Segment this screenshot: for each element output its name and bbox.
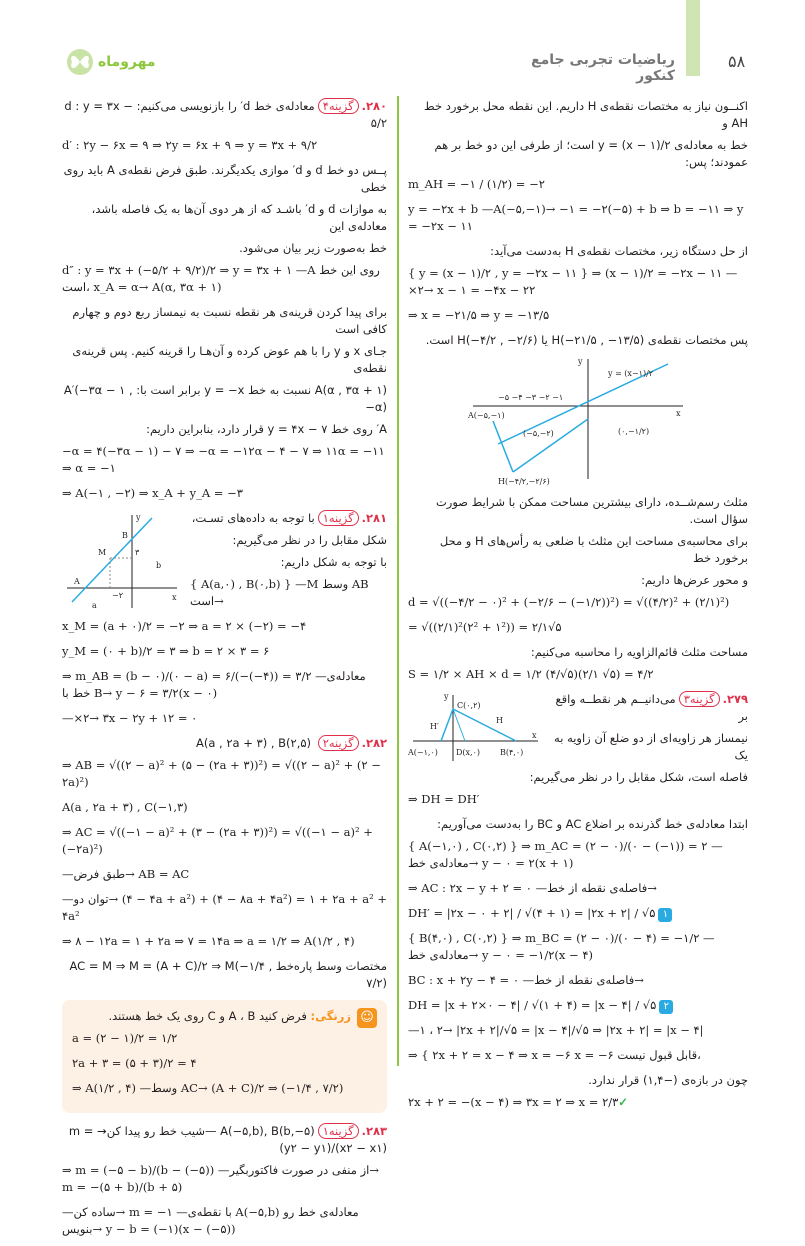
right-column-line bbox=[408, 1022, 748, 1039]
a-label: a bbox=[92, 601, 97, 610]
answer-option-badge: گزینه۱ bbox=[318, 1123, 359, 1139]
figure-point-h bbox=[468, 354, 688, 486]
tip-text: فرض کنید A ، B و C روی یک خط هستند. bbox=[108, 1009, 307, 1023]
line-text: ⇒ m_AB = (b − ۰)/(۰ − a) = ۶/(−(−۴)) = ۳/۲ —معادله‌ی خط با B→ y − ۶ = ۳/۲(x − ۰) bbox=[62, 669, 366, 700]
line-text: = √((۲/۱)²(۲² + ۱²)) = ۲/۱√۵ bbox=[408, 620, 562, 634]
left-column-line bbox=[62, 710, 387, 727]
line-text: BC : x + ۲y − ۴ = ۰ —فاصله‌ی نقطه از خط→ bbox=[408, 973, 644, 987]
right-column-line bbox=[408, 666, 748, 683]
line-text: { A(−۱,۰) , C(۰,۲) } ⇒ m_AC = (۲ − ۰)/(۰ − (−۱)) = ۲ —معادله‌ی خط→ y − ۰ = ۲(x + ۱) bbox=[408, 839, 723, 870]
figure-279 bbox=[408, 691, 543, 765]
question-number: ۲۸۳. bbox=[361, 1124, 387, 1138]
left-column-line bbox=[62, 735, 387, 752]
line-text: A′ روی خط y = ۴x − ۷ قرار دارد، بنابراین داریم: bbox=[146, 422, 387, 436]
right-column-line bbox=[408, 930, 748, 964]
left-column-line bbox=[62, 443, 387, 477]
left-column-line bbox=[62, 485, 387, 502]
point-m-label: M bbox=[98, 548, 107, 557]
tip-result: ⇒ A(۱/۲ , ۴) —وسط AC→ (A + C)/۲ ⇒ (−۱/۴ , ۷/۲) bbox=[72, 1081, 344, 1095]
line-text: DH′ = |۲x − ۰ + ۲| / √(۴ + ۱) = |۲x + ۲| / √۵ bbox=[408, 906, 656, 920]
line-text: A(−۵,b), B(b,−۵) —شیب خط رو پیدا کن→ m = (y۲ − y۱)/(x۲ − x۱) bbox=[68, 1124, 387, 1155]
tip-heading bbox=[72, 1008, 377, 1025]
line-text: —۱ ، ۲→ |۲x + ۲|/√۵ = |x − ۴|/√۵ ⇒ |۲x + ۲| = |x − ۴| bbox=[408, 1023, 704, 1037]
right-column-line bbox=[408, 769, 748, 786]
line-text: فاصله است، شکل مقابل را در نظر می‌گیریم: bbox=[529, 770, 748, 784]
point-h-label: H bbox=[496, 716, 503, 725]
right-column-line bbox=[408, 838, 748, 872]
answer-option-badge: گزینه۱ bbox=[318, 510, 359, 526]
right-column-line bbox=[408, 619, 748, 636]
left-column-line bbox=[62, 137, 387, 154]
line-text: ⇒ x = −۲۱/۵ ⇒ y = −۱۳/۵ bbox=[408, 308, 550, 322]
left-column-line bbox=[62, 304, 387, 338]
line-text: خط به‌صورت زیر بیان می‌شود. bbox=[239, 241, 387, 255]
right-column-line bbox=[408, 905, 748, 922]
left-column-line bbox=[62, 799, 387, 816]
line-text: DH = |x + ۲×۰ − ۴| / √(۱ + ۴) = |x − ۴| / √۵ bbox=[408, 998, 657, 1012]
line-ab bbox=[72, 518, 152, 602]
y-label: y bbox=[578, 357, 583, 366]
right-column-line bbox=[408, 572, 748, 589]
line-text: A(α , ۳α + ۱) نسبت به خط y = −x برابر است با: A′(−۳α − ۱ , −α) bbox=[63, 383, 387, 414]
right-column-line bbox=[408, 494, 748, 528]
line-text: A(a , ۲a + ۳) , B(۲,۵) bbox=[196, 736, 315, 750]
line-text: y = −۲x + b —A(−۵,−۱)→ −۱ = −۲(−۵) + b ⇒ b = −۱۱ ⇒ y = −۲x − ۱۱ bbox=[408, 202, 744, 233]
point-a-label: A(−۱,۰) bbox=[408, 748, 438, 757]
left-column-line bbox=[62, 668, 387, 702]
line-text: −α = ۴(−۳α − ۱) − ۷ ⇒ −α = −۱۲α − ۴ − ۷ ⇒ ۱۱α = −۱۱ ⇒ α = −۱ bbox=[62, 444, 385, 475]
line-text: می‌دانیــم هر نقطــه واقع بر bbox=[555, 692, 748, 723]
left-column-line bbox=[62, 201, 387, 235]
line-text: ⇒ m = (−۵ − b)/(b − (−۵)) —از منفی در صورت فاکتوربگیر→ m = −(۵ + b)/(b + ۵) bbox=[62, 1163, 379, 1194]
butterfly-logo-icon bbox=[66, 48, 94, 76]
point-label-2: (۰,−۱/۲) bbox=[618, 427, 650, 436]
left-column-line bbox=[62, 162, 387, 196]
logo-text: مهروماه bbox=[98, 54, 156, 70]
line-text: —ساده کن→ m = −۱ —با نقطه‌ی A(−۵,b) معادله‌ی خط رو بنویس→ y − b = (−۱)(x − (−۵)) bbox=[62, 1205, 359, 1236]
minus-two-label: −۲ bbox=[112, 591, 123, 600]
line-text: —توان دو→ (۴ − ۴a + a²) + (۴ − ۸a + ۴a²) = ۱ + ۲a + a² + ۴a² bbox=[62, 892, 387, 923]
line-text: —×۲→ ۳x − ۲y + ۱۲ = ۰ bbox=[62, 711, 198, 725]
line-text: از حل دستگاه زیر، مختصات نقطه‌ی H به‌دست می‌آید: bbox=[490, 244, 748, 258]
right-column-line bbox=[408, 997, 748, 1014]
left-column-line bbox=[62, 891, 387, 925]
right-column-line bbox=[408, 533, 748, 567]
point-a-label: A bbox=[74, 577, 80, 586]
smiley-icon: ☺ bbox=[357, 1008, 377, 1028]
right-column-line bbox=[408, 307, 748, 324]
book-title: ریاضیات تجربی جامع کنکور bbox=[531, 52, 675, 84]
right-column-line bbox=[408, 972, 748, 989]
right-column-line bbox=[408, 98, 748, 132]
line-text: ۲x + ۲ = −(x − ۴) ⇒ ۳x = ۲ ⇒ x = ۲/۳ bbox=[408, 1095, 619, 1109]
left-column-line bbox=[62, 1162, 387, 1196]
answer-option-badge: گزینه۳ bbox=[679, 691, 720, 707]
point-b-label: B(۴,۰) bbox=[500, 748, 524, 757]
left-column-line bbox=[62, 1123, 387, 1157]
left-column bbox=[62, 98, 387, 1246]
point-c-label: C(۰,۲) bbox=[457, 701, 481, 710]
line-text: ⇒ A(−۱ , −۲) ⇒ x_A + y_A = −۳ bbox=[62, 486, 243, 500]
left-column-line bbox=[62, 757, 387, 791]
line-text: —طبق فرض→ AB = AC bbox=[62, 867, 190, 881]
line-text: S = ۱/۲ × AH × d = ۱/۲ (۴/√۵)(۲/۱ √۵) = ۴/۲ bbox=[408, 667, 654, 681]
line-text: جـای x و y را با هم عوض کرده و آن‌هـا را قرینه کنیم. پس قرینه‌ی نقطه‌ی bbox=[72, 344, 387, 375]
question-number: ۲۸۱. bbox=[361, 511, 387, 525]
left-column-line bbox=[62, 618, 387, 635]
left-column-line bbox=[62, 262, 387, 296]
line-text: اکنــون نیاز به مختصات نقطه‌ی H داریم. این نقطه محل برخورد خط AH و bbox=[424, 99, 748, 130]
right-column-line bbox=[408, 816, 748, 833]
line-text: A(a , ۲a + ۳) , C(−۱,۳) bbox=[62, 800, 188, 814]
point-label-1: (−۵,−۲) bbox=[523, 429, 554, 438]
three-label: ۳ bbox=[135, 548, 140, 557]
line-text: برای محاسبه‌ی مساحت این مثلث با ضلعی به رأس‌های H و محل برخورد خط bbox=[439, 534, 748, 565]
left-column-line bbox=[62, 421, 387, 438]
question-number: ۲۸۰. bbox=[361, 99, 387, 113]
right-column-line bbox=[408, 243, 748, 260]
line-text: برای پیدا کردن قرینه‌ی هر نقطه نسبت به نیمساز ربع دوم و چهارم کافی است bbox=[72, 305, 387, 336]
right-column-line bbox=[408, 1072, 748, 1089]
tip-title: زرنگی: bbox=[310, 1009, 351, 1023]
line-text: مختصات وسط پاره‌خط AC = M ⇒ M = (A + C)/۲ ⇒ M(−۱/۴ , ۷/۲) bbox=[69, 959, 387, 990]
point-d-label: D(x,۰) bbox=[456, 748, 481, 757]
point-h-prime-label: H′ bbox=[430, 722, 439, 731]
left-column-line bbox=[62, 240, 387, 257]
line-text: معادله‌ی خط d′ را بازنویسی می‌کنیم: d : y = ۳x − ۵/۲ bbox=[64, 99, 387, 130]
line-text: و محور عرض‌ها داریم: bbox=[641, 573, 748, 587]
answer-option-badge: گزینه۴ bbox=[318, 98, 359, 114]
left-column-line bbox=[62, 866, 387, 883]
line-text: { y = (x − ۱)/۲ , y = −۲x − ۱۱ } ⇒ (x − ۱)/۲ = −۲x − ۱۱ —×۲→ x − ۱ = −۴x − ۲۲ bbox=[408, 266, 738, 297]
line-text: { A(a,۰) , B(۰,b) } —M وسط AB است→ bbox=[190, 577, 369, 608]
line-text: ⇒ AC = √((−۱ − a)² + (۳ − (۲a + ۳))²) = √((−۱ − a)² + (−۲a)²) bbox=[62, 825, 373, 856]
line-text: d′ : ۲y − ۶x = ۹ ⇒ ۲y = ۶x + ۹ ⇒ y = ۳x + ۹/۲ bbox=[62, 138, 318, 152]
column-divider bbox=[397, 96, 399, 1066]
line-label: y = (x−۱)/۲ bbox=[608, 369, 654, 378]
equation-number-badge: ۲ bbox=[659, 1000, 673, 1014]
tip-box bbox=[62, 1000, 387, 1113]
right-column-line bbox=[408, 332, 748, 349]
figure-281 bbox=[62, 510, 182, 610]
publisher-logo bbox=[66, 48, 156, 76]
left-column-line bbox=[62, 643, 387, 660]
y-label: y bbox=[136, 513, 141, 522]
point-b-label: B bbox=[122, 531, 128, 540]
x-label: x bbox=[532, 731, 537, 740]
line-text: ⇒ ۸ − ۱۲a = ۱ + ۲a ⇒ ۷ = ۱۴a ⇒ a = ۱/۲ ⇒ A(۱/۲ , ۴) bbox=[62, 934, 355, 948]
answer-option-badge: گزینه۲ bbox=[318, 735, 359, 751]
question-number: ۲۷۹. bbox=[722, 692, 748, 706]
right-column-line bbox=[408, 1047, 748, 1064]
page-number: ۵۸ bbox=[728, 52, 746, 71]
right-column-line bbox=[408, 594, 748, 611]
line-text: نیمساز هر زاویه‌ای از دو ضلع آن زاویه به یک bbox=[554, 731, 748, 762]
b-label: b bbox=[156, 561, 162, 570]
line-text: مساحت مثلث قائم‌الزاویه را محاسبه می‌کنیم: bbox=[530, 645, 748, 659]
line-text: ⇒ DH = DH′ bbox=[408, 792, 480, 806]
tip-eq-2: ۲a + ۳ = (۵ + ۳)/۲ = ۴ bbox=[72, 1056, 197, 1070]
left-column-line bbox=[62, 343, 387, 377]
right-column-line bbox=[408, 201, 748, 235]
triangle-abc bbox=[441, 709, 516, 741]
right-column bbox=[408, 98, 748, 1119]
right-column-line bbox=[408, 1094, 748, 1111]
x-label: x bbox=[676, 409, 681, 418]
line-text: مثلث رسم‌شــده، دارای بیشترین مساحت ممکن با شرایط صورت سؤال است. bbox=[435, 495, 748, 526]
left-column-line bbox=[62, 933, 387, 950]
line-text: پس مختصات نقطه‌ی H(−۲۱/۵ , −۱۳/۵) یا H(−۴/۲ , −۲/۶) است. bbox=[425, 333, 748, 347]
line-text: به موازات d و d′ باشـد که از هر دوی آن‌ها به یک فاصله باشد، معادله‌ی این bbox=[91, 202, 387, 233]
equation-number-badge: ۱ bbox=[658, 908, 672, 922]
x-label: x bbox=[172, 593, 177, 602]
left-column-line bbox=[62, 824, 387, 858]
y-label: y bbox=[444, 692, 449, 701]
line-text: ⇒ { ۲x + ۲ = x − ۴ ⇒ x = −۶ x = −۶ قابل قبول نیست، bbox=[408, 1048, 701, 1062]
checkmark-icon: ✓ bbox=[618, 1095, 628, 1109]
line-text: d = √((−۴/۲ − ۰)² + (−۲/۶ − (−۱/۲))²) = √((۴/۲)² + (۲/۱)²) bbox=[408, 595, 730, 609]
line-text: شکل مقابل را در نظر می‌گیریم: bbox=[232, 533, 387, 547]
segment-ah bbox=[493, 421, 513, 472]
right-column-line bbox=[408, 265, 748, 299]
left-column-line bbox=[62, 382, 387, 416]
right-column-line bbox=[408, 137, 748, 171]
header-accent-band bbox=[686, 0, 700, 76]
point-a-label: A(−۵,−۱) bbox=[468, 411, 505, 420]
left-column-line bbox=[62, 98, 387, 132]
line-text: x_M = (a + ۰)/۲ = −۲ ⇒ a = ۲ × (−۲) = −۴ bbox=[62, 619, 307, 633]
line-text: با توجه به داده‌های تسـت، bbox=[191, 511, 315, 525]
line-text: چون در بازه‌ی (−۱,۴) قرار ندارد. bbox=[588, 1073, 748, 1087]
segment-h-axis bbox=[513, 419, 588, 472]
line-text: ابتدا معادله‌ی خط گذرنده بر اضلاع AC و BC را به‌دست می‌آوریم: bbox=[437, 817, 748, 831]
point-h-label: H(−۴/۲,−۲/۶) bbox=[498, 477, 550, 486]
line-text: { B(۴,۰) , C(۰,۲) } ⇒ m_BC = (۲ − ۰)/(۰ − ۴) = −۱/۲ —معادله‌ی خط→ y − ۰ = −۱/۲(x − ۴) bbox=[408, 931, 715, 962]
left-column-line bbox=[62, 1204, 387, 1238]
line-text: ⇒ AB = √((۲ − a)² + (۵ − (۲a + ۳))²) = √((۲ − a)² + (۲ − ۲a)²) bbox=[62, 758, 381, 789]
line-text: d″ : y = ۳x + (−۵/۲ + ۹/۲)/۲ ⇒ y = ۳x + ۱ —A روی این خط است، x_A = α→ A(α, ۳α + ۱) bbox=[62, 263, 380, 294]
line-text: ⇒ AC : ۲x − y + ۲ = ۰ —فاصله‌ی نقطه از خط→ bbox=[408, 881, 657, 895]
right-column-line bbox=[408, 176, 748, 193]
question-number: ۲۸۲. bbox=[361, 736, 387, 750]
tick-labels: −۵ −۴ −۳ −۲ −۱ bbox=[498, 393, 564, 402]
right-column-line bbox=[408, 791, 748, 808]
right-column-line bbox=[408, 880, 748, 897]
left-column-line bbox=[62, 958, 387, 992]
tip-eq-1: a = (۲ − ۱)/۲ = ۱/۲ bbox=[72, 1031, 178, 1045]
line-text: m_AH = −۱ / (۱/۲) = −۲ bbox=[408, 177, 545, 191]
line-text: y_M = (۰ + b)/۲ = ۳ ⇒ b = ۲ × ۳ = ۶ bbox=[62, 644, 270, 658]
line-text: با توجه به شکل داریم: bbox=[280, 555, 387, 569]
line-text: خط به معادله‌ی y = (x − ۱)/۲ است؛ از طرفی این دو خط بر هم عمودند؛ پس: bbox=[434, 138, 748, 169]
right-column-line bbox=[408, 644, 748, 661]
line-text: پــس دو خط d و d′ موازی یکدیگرند. طبق فرض نقطه‌ی A باید روی خطی bbox=[63, 163, 387, 194]
